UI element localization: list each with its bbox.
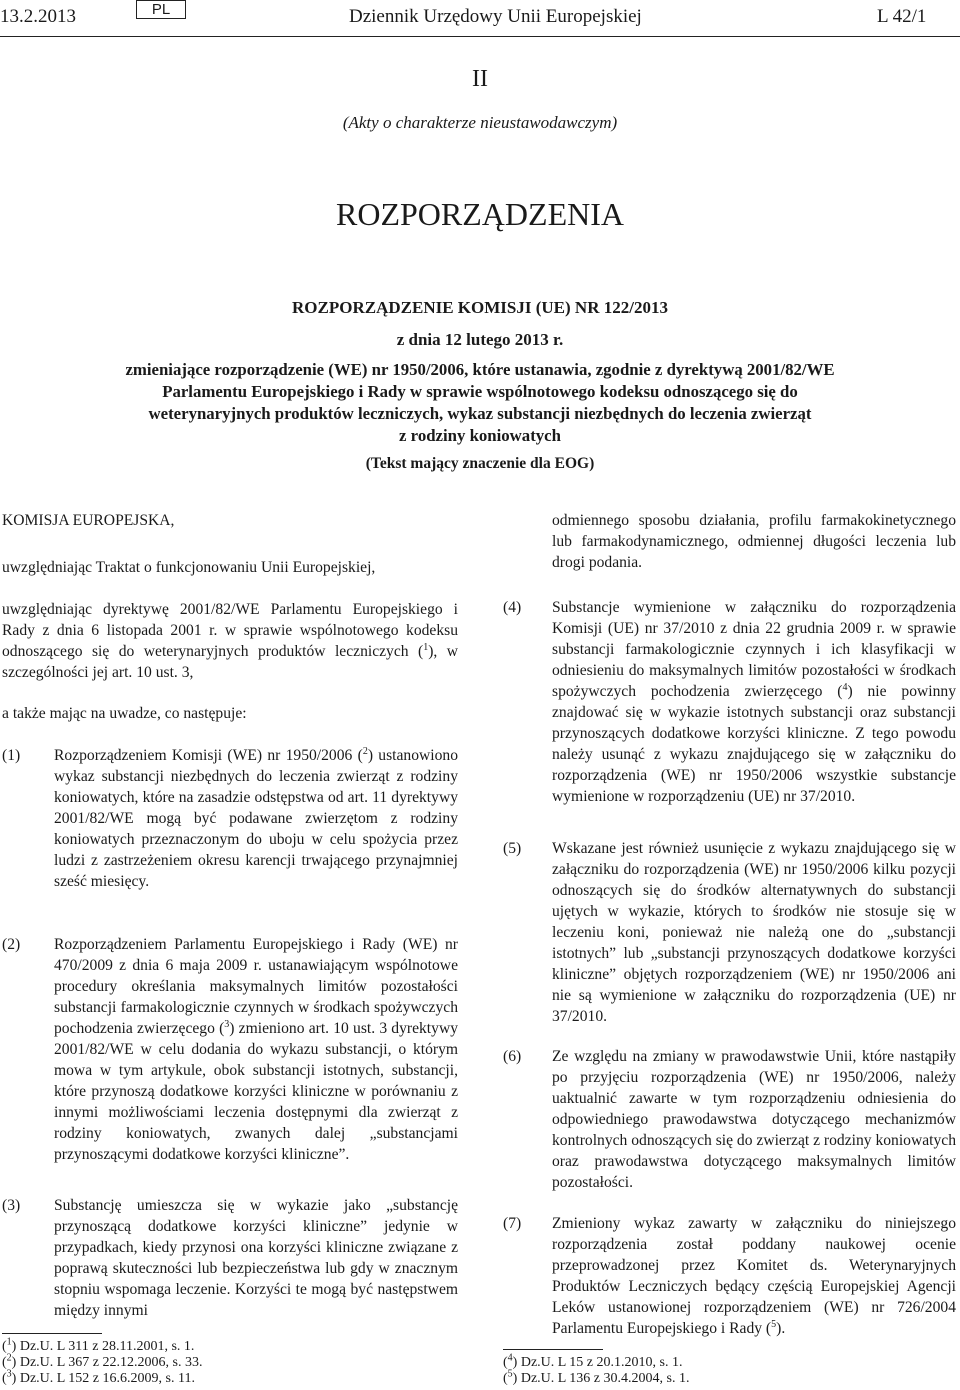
eea-relevance: (Tekst mający znaczenie dla EOG) bbox=[365, 455, 595, 472]
footnote-text: Dz.U. L 136 z 30.4.2004, s. 1. bbox=[520, 1371, 690, 1386]
recital-text: Ze względu na zmiany w prawodawstwie Unii, które nastąpiły po przyjęciu rozporządzenia (WE) nr 1950/2006, należy uaktualnić zawarte w tym rozporządzeniu odniesienia do odpowiedniego prawodawstwa dotyczącego mechanizmów kontrolnych odnoszących się do zwierząt z rodziny koniowatych oraz prawodawstwa dotyczącego maksymalnych limitów pozostałości. bbox=[552, 1048, 957, 1191]
footnote-rule bbox=[503, 1349, 603, 1350]
recital-number: (6) bbox=[503, 1048, 522, 1065]
recital-text-part: Rozporządzeniem Komisji (WE) nr 1950/2006 ( bbox=[54, 747, 363, 764]
recital-text bbox=[54, 745, 458, 892]
recital-text bbox=[54, 934, 458, 1165]
footnote-number: 1 bbox=[6, 1336, 12, 1348]
subject-line: z rodziny koniowatych bbox=[399, 426, 561, 445]
recital-5 bbox=[503, 838, 956, 1027]
regulation-date: z dnia 12 lutego 2013 r. bbox=[396, 330, 564, 349]
header-rule bbox=[0, 36, 960, 37]
recital-number: (7) bbox=[503, 1215, 522, 1232]
directive-text: uwzględniając dyrektywę 2001/82/WE Parlamentu Europejskiego i Rady z dnia 6 listopada 2001 r. w sprawie wspólnotowego kodeksu odnoszącego się do weterynaryjnych produktów leczniczych ( bbox=[2, 601, 458, 660]
section-subtitle: (Akty o charakterze nieustawodawczym) bbox=[342, 113, 618, 132]
recital-text-part: ) zmieniono art. 10 ust. 3 dyrektywy 2001/82/WE w celu dodania do wykazu substancji, o którym mowa w tym artykule, obok substancji istotnych, substancji, które przynoszą dodatkowe korzyści kliniczne w porównaniu z innymi możliwościami leczenia dostępnymi dla zwierząt z rodziny koniowatych, zwanych dalej „substancjami przynoszącymi dodatkowe korzyści kliniczne”. bbox=[54, 1020, 458, 1163]
footnote: ($^2$) Dz.U. L 367 z 22.12.2006, s. 33. bbox=[2, 1352, 203, 1370]
recital-text-part: Zmieniony wykaz zawarty w załączniku do niniejszego rozporządzenia został poddany naukowej ocenie przeprowadzonej przez Komitet ds. Weterynaryjnych Produktów Leczniczych będący częścią Europejskiej Agencji Leków ustanowionej rozporządzeniem (WE) nr 726/2004 Parlamentu Europejskiego i Rady ( bbox=[552, 1215, 956, 1337]
recital-number: (2) bbox=[2, 936, 21, 953]
recital-number: (4) bbox=[503, 599, 522, 616]
regulation-title: ROZPORZĄDZENIE KOMISJI (UE) NR 122/2013 bbox=[292, 298, 668, 317]
recital-text-part: ). bbox=[776, 1320, 786, 1337]
recital-6 bbox=[503, 1046, 956, 1214]
subject-line: weterynaryjnych produktów leczniczych, wykaz substancji niezbędnych do leczenia zwierząt bbox=[148, 404, 812, 423]
footnote-ref: 5 bbox=[771, 1318, 777, 1330]
footnote-text: Dz.U. L 15 z 20.1.2010, s. 1. bbox=[520, 1355, 683, 1370]
recital-7 bbox=[503, 1213, 956, 1339]
footnote-text: Dz.U. L 152 z 16.6.2009, s. 11. bbox=[19, 1371, 195, 1386]
recital-text: Wskazane jest również usunięcie z wykazu znajdującego się w załączniku do rozporządzenia (WE) nr 1950/2006 kilku pozycji odnoszących się do środków alternatywnych do substancji ujętych w wykazie, których to środków nie stosuje się w leczeniu koni, ponieważ nie należą one do „substancji istotnych” lub „substancji przynoszących dodatkowe korzyści kliniczne” objętych rozporządzeniem (WE) nr 1950/2006 ani nie są wymienione w załączniku do rozporządzenia (UE) nr 37/2010. bbox=[552, 840, 956, 1025]
language-badge: PL bbox=[136, 0, 186, 19]
header-date: 13.2.2013 bbox=[0, 6, 76, 27]
regulation-subject bbox=[0, 359, 960, 447]
footnotes-left bbox=[2, 1336, 458, 1387]
recital-4 bbox=[503, 597, 956, 807]
footnote: ($^1$) Dz.U. L 311 z 28.11.2001, s. 1. bbox=[2, 1336, 195, 1354]
footnote-number: 3 bbox=[6, 1368, 12, 1380]
footnote-text: Dz.U. L 367 z 22.12.2006, s. 33. bbox=[19, 1355, 203, 1370]
footnote-ref: 2 bbox=[362, 745, 368, 757]
recital-text-part: Rozporządzeniem Parlamentu Europejskiego i Rady (WE) nr 470/2009 z dnia 6 maja 2009 r. ustanawiającym wspólnotowe procedury określania maksymalnych limitów pozostałości substancji farmakologicznie czynnych w środkach spożywczych pochodzenia zwierzęcego ( bbox=[54, 936, 458, 1037]
footnote-text: Dz.U. L 311 z 28.11.2001, s. 1. bbox=[19, 1339, 195, 1354]
recital-text bbox=[552, 1213, 956, 1339]
recital-number: (3) bbox=[2, 1197, 21, 1214]
footnote-ref: 4 bbox=[842, 681, 848, 693]
subject-line: Parlamentu Europejskiego i Rady w sprawie wspólnotowego kodeksu odnoszącego się do bbox=[162, 382, 798, 401]
directive-citation bbox=[2, 599, 458, 683]
recital-text-part: ) nie powinny znajdować się w wykazie istotnych substancji oraz substancji przynoszących dodatkowe korzyści kliniczne. Z tego powodu należy usunąć z wykazu znajdującego się w załączniku do rozporządzenia (WE) nr 1950/2006 wszystkie substancje wymienione w rozporządzeniu (UE) nr 37/2010. bbox=[552, 683, 956, 805]
footnote-number: 5 bbox=[507, 1368, 513, 1380]
footnote-rule bbox=[2, 1333, 102, 1334]
section-numeral: II bbox=[472, 66, 488, 92]
footnote-ref: 1 bbox=[423, 641, 429, 653]
treaty-citation: uwzględniając Traktat o funkcjonowaniu Unii Europejskiej, bbox=[2, 559, 376, 576]
recital-text: Substancję umieszcza się w wykazie jako „substancję przynoszącą dodatkowe korzyści kliniczne” jedynie w przypadkach, kiedy przynosi ona korzyści kliniczne związane z poprawą skuteczności lub bezpieczeństwa lub gdy w znacznym stopniu wspomaga leczenie. Korzyści te mogą być następstwem między innymi bbox=[54, 1197, 458, 1319]
recital-2 bbox=[2, 934, 458, 1174]
recital-text-part: Substancje wymienione w załączniku do rozporządzenia Komisji (UE) nr 37/2010 z dnia 22 grudnia 2009 r. w sprawie substancji farmakologicznie czynnych i ich klasyfikacji w odniesieniu do maksymalnych limitów pozostałości w środkach spożywczych pochodzenia zwierzęcego ( bbox=[552, 599, 956, 700]
footnotes-right bbox=[503, 1352, 956, 1387]
whereas-intro: a także mając na uwadze, co następuje: bbox=[2, 705, 247, 722]
footnote-number: 2 bbox=[6, 1352, 12, 1364]
issue-reference: L 42/1 bbox=[877, 6, 927, 27]
footnote: ($^5$) Dz.U. L 136 z 30.4.2004, s. 1. bbox=[503, 1368, 690, 1386]
subject-line: zmieniające rozporządzenie (WE) nr 1950/2006, które ustanawia, zgodnie z dyrektywą 2001/82/WE bbox=[125, 360, 835, 379]
recital-3-continuation: odmiennego sposobu działania, profilu farmakokinetycznego lub farmakodynamicznego, odmiennej długości leczenia lub drogi podania. bbox=[552, 512, 956, 571]
recital-3 bbox=[2, 1195, 458, 1321]
journal-title: Dziennik Urzędowy Unii Europejskiej bbox=[349, 6, 642, 27]
commission-line: KOMISJA EUROPEJSKA, bbox=[2, 512, 175, 529]
directive-text-tail: ), w szczególności jej art. 10 ust. 3, bbox=[2, 643, 458, 681]
footnote: ($^4$) Dz.U. L 15 z 20.1.2010, s. 1. bbox=[503, 1352, 683, 1370]
recital-number: (1) bbox=[2, 747, 21, 764]
recital-1 bbox=[2, 745, 458, 913]
recital-text-part: ) ustanowiono wykaz substancji niezbędnych do leczenia zwierząt z rodziny koniowatych, które na zasadzie odstępstwa od art. 11 dyrektywy 2001/82/WE mogą być podawane zwierzętom z rodziny koniowatych przeznaczonym do uboju w celu spożycia przez ludzi z zastrzeżeniem okresu karencji trwającego przynajmniej sześć miesięcy. bbox=[54, 747, 458, 890]
footnote: ($^3$) Dz.U. L 152 z 16.6.2009, s. 11. bbox=[2, 1368, 195, 1386]
section-heading: ROZPORZĄDZENIA bbox=[336, 196, 624, 232]
recital-number: (5) bbox=[503, 840, 522, 857]
footnote-number: 4 bbox=[507, 1352, 513, 1364]
recital-text bbox=[552, 597, 956, 807]
footnote-ref: 3 bbox=[224, 1018, 230, 1030]
